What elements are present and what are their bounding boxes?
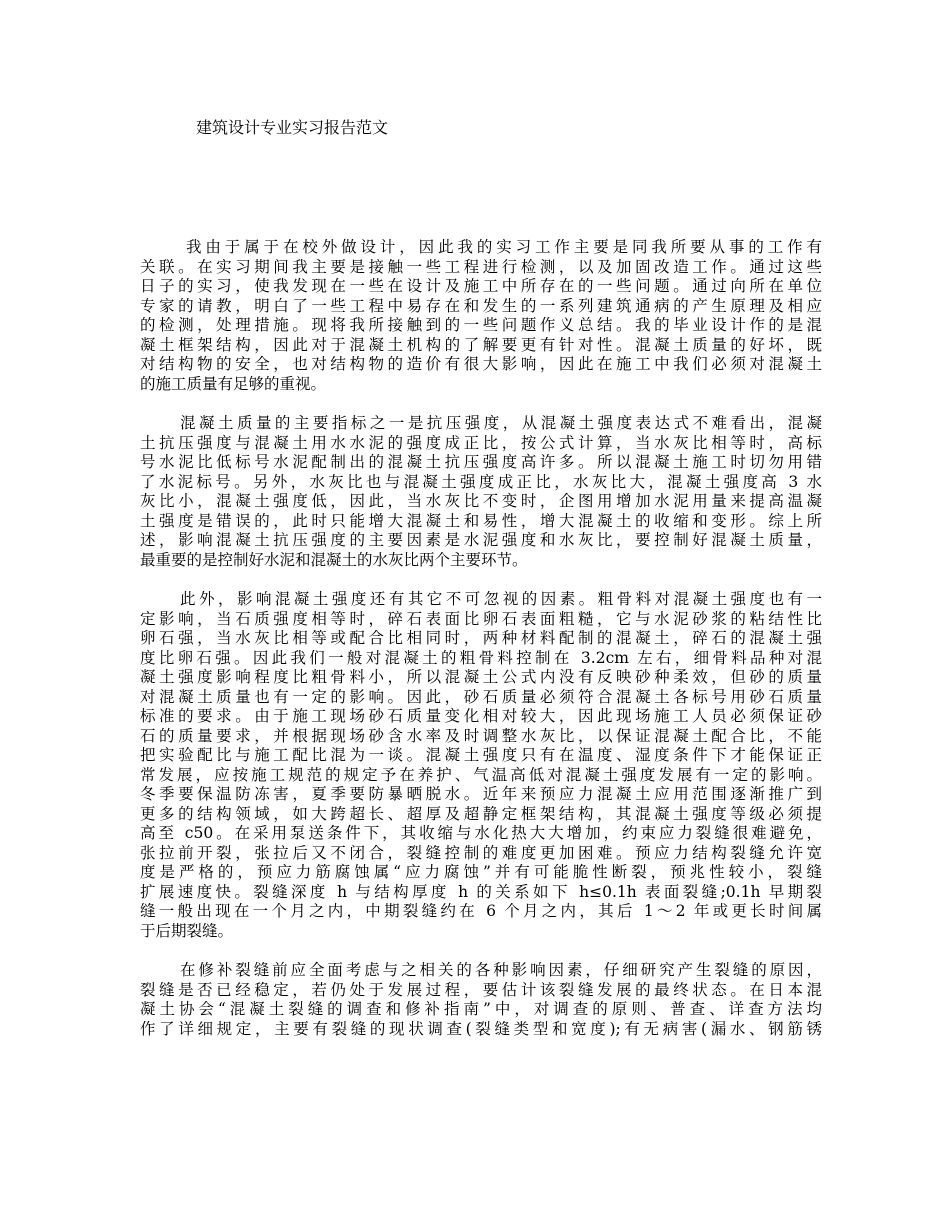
text-line: 关联。在实习期间我主要是接触一些工程进行检测，以及加固改造工作。通过这些: [140, 257, 822, 276]
text-line: 混凝土质量的主要指标之一是抗压强度，从混凝土强度表达式不难看出，混凝: [180, 414, 822, 432]
text-line: 专家的请教，明白了一些工程中易存在和发生的一系列建筑通病的产生原理及相应: [140, 296, 822, 315]
text-line: 土抗压强度与混凝土用水水泥的强度成正比，按公式计算，当水灰比相等时，高标: [140, 433, 822, 452]
text-line: 标准的要求。由于施工现场砂石质量变化相对较大，因此现场施工人员必须保证砂: [140, 707, 822, 725]
text-line: 高至 c50。在采用泵送条件下，其收缩与水化热大大增加，约束应力裂缝很难避免，: [140, 824, 822, 842]
text-line: 度比卵石强。因此我们一般对混凝土的粗骨料控制在 3.2cm 左右，细骨料品种对混: [140, 648, 822, 667]
text-line: 我由于属于在校外做设计，因此我的实习工作主要是同我所要从事的工作有: [186, 238, 822, 256]
text-line: 凝土协会“混凝土裂缝的调查和修补指南”中，对调查的原则、普查、详查方法均: [140, 1000, 822, 1018]
text-line: 作了详细规定，主要有裂缝的现状调查(裂缝类型和宽度);有无病害(漏水、钢筋锈: [140, 1019, 822, 1038]
text-line: 张拉前开裂，张拉后又不闭合，裂缝控制的难度更加困难。预应力结构裂缝允许宽: [140, 843, 822, 862]
text-line: 对混凝土质量也有一定的影响。因此，砂石质量必须符合混凝土各标号用砂石质量: [140, 687, 822, 706]
text-line: 更多的结构领域，如大跨超长、超厚及超静定框架结构，其混凝土强度等级必须提: [140, 804, 822, 823]
text-line: 土强度是错误的，此时只能增大混凝土和易性，增大混凝土的收缩和变形。综上所: [140, 511, 822, 530]
paragraph-4: [140, 961, 822, 1039]
text-line: 于后期裂缝。: [140, 921, 234, 940]
text-line: 述，影响混凝土抗压强度的主要因素是水泥强度和水灰比，要控制好混凝土质量，: [140, 531, 822, 549]
paragraph-3: [140, 590, 822, 941]
document-title: 建筑设计专业实习报告范文: [196, 118, 389, 137]
paragraph-2: [140, 414, 822, 570]
text-line: 的施工质量有足够的重视。: [140, 374, 327, 393]
text-line: 裂缝是否已经稳定，若仍处于发展过程，要估计该裂缝发展的最终状态。在日本混: [140, 980, 822, 999]
text-line: 冬季要保温防冻害，夏季要防暴晒脱水。近年来预应力混凝土应用范围逐渐推广到: [140, 785, 822, 803]
text-line: 定影响，当石质强度相等时，碎石表面比卵石表面粗糙，它与水泥砂浆的粘结性比: [140, 609, 822, 628]
text-line: 度是严格的，预应力筋腐蚀属“应力腐蚀”并有可能脆性断裂，预兆性较小，裂缝: [140, 863, 822, 881]
text-line: 日子的实习，使我发现在一些在设计及施工中所存在的一些问题。通过向所在单位: [140, 277, 822, 295]
text-line: 在修补裂缝前应全面考虑与之相关的各种影响因素，仔细研究产生裂缝的原因，: [180, 961, 822, 979]
text-line: 号水泥比低标号水泥配制出的混凝土抗压强度高许多。所以混凝土施工时切勿用错: [140, 453, 822, 471]
text-line: 凝土强度影响程度比粗骨料小，所以混凝土公式内没有反映砂种柔效，但砂的质量: [140, 668, 822, 686]
text-line: 对结构物的安全，也对结构物的造价有很大影响，因此在施工中我们必须对混凝土: [140, 355, 822, 373]
paragraph-1: [140, 238, 822, 394]
text-line: 扩展速度快。裂缝深度 h 与结构厚度 h 的关系如下 h≤0.1h 表面裂缝;0.1h 早期裂: [140, 882, 822, 901]
text-line: 卵石强，当水灰比相等或配合比相同时，两种材料配制的混凝土，碎石的混凝土强: [140, 629, 822, 647]
text-line: 缝一般出现在一个月之内，中期裂缝约在 6 个月之内，其后 1～2 年或更长时间属: [140, 902, 822, 920]
text-line: 凝土框架结构，因此对于混凝土机构的了解要更有针对性。混凝土质量的好坏，既: [140, 335, 822, 354]
text-line: 把实验配比与施工配比混为一谈。混凝土强度只有在温度、湿度条件下才能保证正: [140, 746, 822, 764]
text-line: 了水泥标号。另外，水灰比也与混凝土强度成正比，水灰比大，混凝土强度高 3 水: [140, 472, 822, 491]
document-body: [140, 238, 822, 1059]
text-line: 灰比小，混凝土强度低，因此，当水灰比不变时，企图用增加水泥用量来提高温凝: [140, 492, 822, 510]
text-line: 此外，影响混凝土强度还有其它不可忽视的因素。粗骨料对混凝土强度也有一: [180, 590, 822, 608]
text-line: 最重要的是控制好水泥和混凝土的水灰比两个主要环节。: [140, 550, 528, 569]
text-line: 石的质量要求，并根据现场砂含水率及时调整水灰比，以保证混凝土配合比，不能: [140, 726, 822, 745]
text-line: 常发展，应按施工规范的规定予在养护、气温高低对混凝土强度发展有一定的影响。: [140, 765, 822, 784]
text-line: 的检测，处理措施。现将我所接触到的一些问题作义总结。我的毕业设计作的是混: [140, 316, 822, 334]
